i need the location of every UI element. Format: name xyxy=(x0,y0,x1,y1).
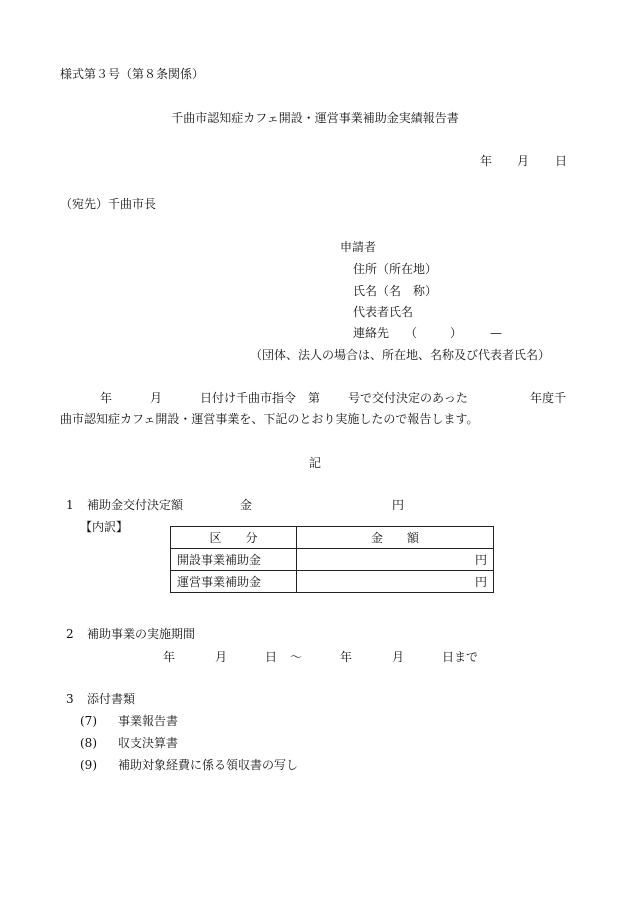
section1-number: 1 xyxy=(66,498,74,512)
body-number-text: 号で交付決定のあった xyxy=(348,391,468,405)
contact-paren-open: （ xyxy=(405,326,418,340)
table-header-category: 区 分 xyxy=(171,527,297,549)
applicant-name-label: 氏名（名 称） xyxy=(353,284,438,298)
addressee: （宛先）千曲市長 xyxy=(60,197,157,211)
body-line-2: 曲市認知症カフェ開設・運営事業を、下記のとおり実施したので報告します。 xyxy=(60,412,479,426)
section3-label: 添付書類 xyxy=(87,692,136,706)
attachment-text: 補助対象経費に係る領収書の写し xyxy=(118,758,299,772)
breakdown-label: 【内訳】 xyxy=(80,520,129,534)
breakdown-table xyxy=(170,526,494,593)
period-end-year: 年 xyxy=(340,650,353,664)
section2-label: 補助事業の実施期間 xyxy=(87,627,196,641)
table-row xyxy=(171,549,494,571)
period-end-month: 月 xyxy=(392,650,405,664)
body-fiscal: 年度千 xyxy=(530,391,567,405)
section1-label: 補助金交付決定額 xyxy=(87,498,184,512)
table-cell-category: 運営事業補助金 xyxy=(171,571,297,593)
period-start-day: 日 xyxy=(265,650,278,664)
contact-paren-close: ） xyxy=(450,326,463,340)
document-title: 千曲市認知症カフェ開設・運営事業補助金実績報告書 xyxy=(171,111,459,125)
applicant-heading: 申請者 xyxy=(340,240,377,254)
applicant-address-label: 住所（所在地） xyxy=(353,262,438,276)
applicant-note: （団体、法人の場合は、所在地、名称及び代表者氏名） xyxy=(250,348,551,362)
attachment-number: (9) xyxy=(80,758,97,772)
attachment-text: 収支決算書 xyxy=(118,736,179,750)
table-cell-amount: 円 xyxy=(297,549,494,571)
body-month: 月 xyxy=(150,391,163,405)
period-start-month: 月 xyxy=(215,650,228,664)
period-tilde: ～ xyxy=(290,650,303,664)
table-header-row xyxy=(171,527,494,549)
section3-number: 3 xyxy=(66,692,74,706)
section1-money-unit: 円 xyxy=(392,498,405,512)
body-date-text: 日付け千曲市指令 第 xyxy=(200,391,321,405)
table-header-amount: 金 額 xyxy=(297,527,494,549)
table-cell-category: 開設事業補助金 xyxy=(171,549,297,571)
applicant-representative-label: 代表者氏名 xyxy=(353,305,414,319)
table-row xyxy=(171,571,494,593)
date-month: 月 xyxy=(517,154,530,168)
attachment-text: 事業報告書 xyxy=(118,714,179,728)
applicant-contact-label: 連絡先 xyxy=(353,326,390,340)
section1-money-prefix: 金 xyxy=(240,498,253,512)
date-year: 年 xyxy=(480,154,493,168)
attachment-number: (8) xyxy=(80,736,97,750)
contact-dash: — xyxy=(490,326,502,340)
section2-number: 2 xyxy=(66,627,74,641)
date-day: 日 xyxy=(555,154,568,168)
form-label: 様式第３号（第８条関係） xyxy=(60,67,205,81)
period-start-year: 年 xyxy=(163,650,176,664)
body-year: 年 xyxy=(100,391,113,405)
ki-marker: 記 xyxy=(308,456,321,470)
attachment-number: (7) xyxy=(80,714,97,728)
table-cell-amount: 円 xyxy=(297,571,494,593)
period-end-day: 日まで xyxy=(442,650,479,664)
